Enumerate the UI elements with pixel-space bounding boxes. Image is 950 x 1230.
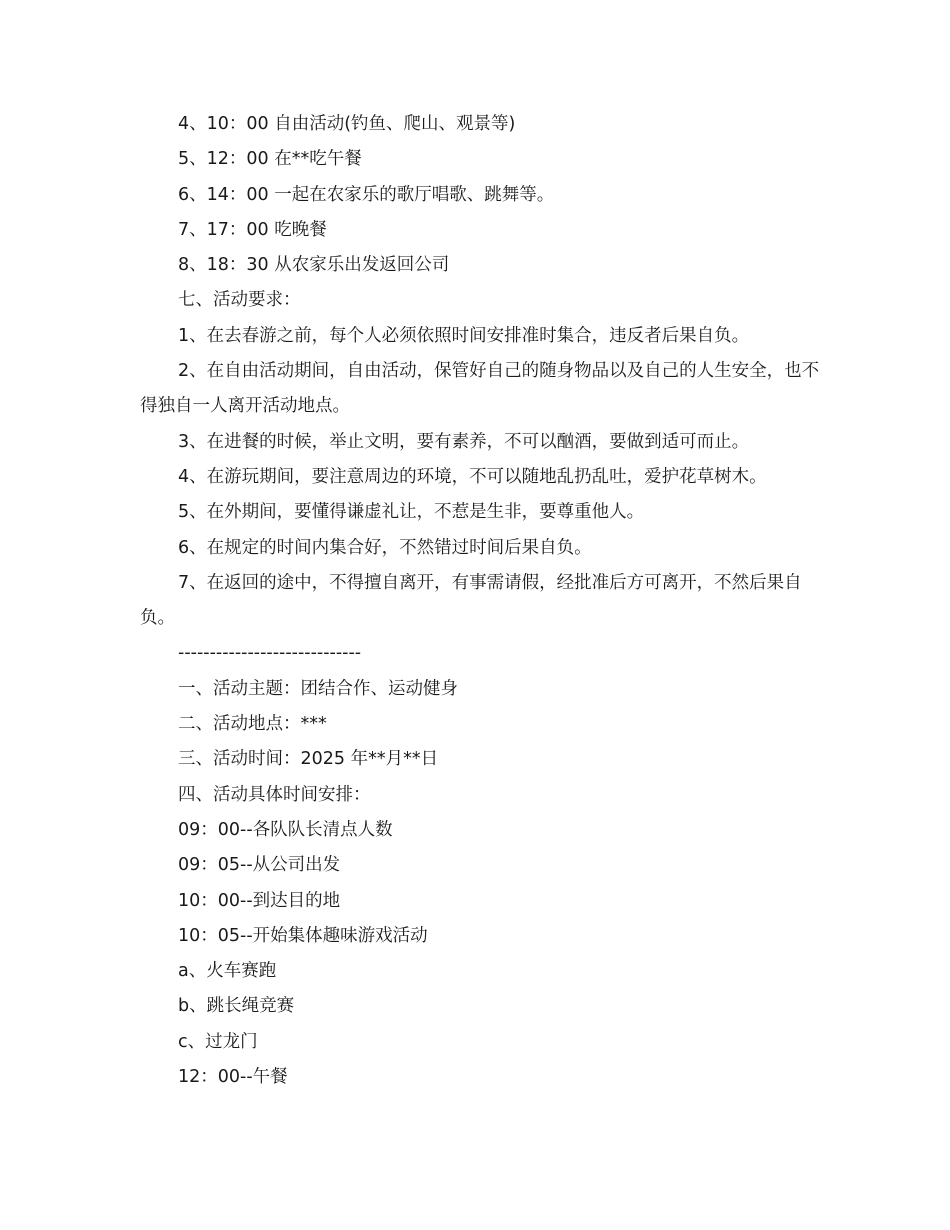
- schedule-entry: 10：00--到达目的地: [178, 890, 341, 911]
- activity-theme: 一、活动主题：团结合作、运动健身: [178, 678, 458, 699]
- section-heading-requirements: 七、活动要求：: [178, 290, 301, 311]
- activity-date: 三、活动时间：2025 年**月**日: [178, 749, 439, 770]
- schedule-item-4: 4、10：00 自由活动(钓鱼、爬山、观景等): [178, 114, 516, 134]
- document-page: [140, 107, 830, 1095]
- requirement-6: 6、在规定的时间内集合好，不然错过时间后果自负。: [178, 537, 592, 558]
- requirement-1: 1、在去春游之前，每个人必须依照时间安排准时集合，违反者后果自负。: [178, 325, 750, 346]
- section-heading-schedule: 四、活动具体时间安排：: [178, 784, 371, 805]
- game-item-b: b、跳长绳竞赛: [178, 996, 295, 1017]
- requirement-4: 4、在游玩期间，要注意周边的环境，不可以随地乱扔乱吐，爱护花草树木。: [178, 466, 767, 487]
- schedule-item-6: 6、14：00 一起在农家乐的歌厅唱歌、跳舞等。: [178, 184, 555, 205]
- schedule-entry: 09：05--从公司出发: [178, 855, 341, 876]
- schedule-entry: 09：00--各队队长清点人数: [178, 819, 393, 840]
- schedule-item-7: 7、17：00 吃晚餐: [178, 219, 327, 240]
- game-item-a: a、火车赛跑: [178, 961, 277, 982]
- schedule-entry: 12：00--午餐: [178, 1067, 288, 1088]
- requirement-5: 5、在外期间，要懂得谦虚礼让，不惹是生非，要尊重他人。: [178, 502, 645, 523]
- requirement-3: 3、在进餐的时候，举止文明，要有素养，不可以酗酒，要做到适可而止。: [178, 431, 750, 452]
- requirement-7: 7、在返回的途中，不得擅自离开，有事需请假，经批准后方可离开，不然后果自负。: [140, 572, 802, 629]
- schedule-item-8: 8、18：30 从农家乐出发返回公司: [178, 255, 450, 276]
- game-item-c: c、过龙门: [178, 1031, 258, 1052]
- activity-location: 二、活动地点：***: [178, 714, 327, 735]
- schedule-item-5: 5、12：00 在**吃午餐: [178, 149, 362, 170]
- section-divider: -----------------------------: [178, 643, 362, 664]
- requirement-2: 2、在自由活动期间，自由活动，保管好自己的随身物品以及自己的人生安全，也不得独自一人离开活动地点。: [140, 361, 820, 417]
- schedule-entry: 10：05--开始集体趣味游戏活动: [178, 925, 428, 946]
